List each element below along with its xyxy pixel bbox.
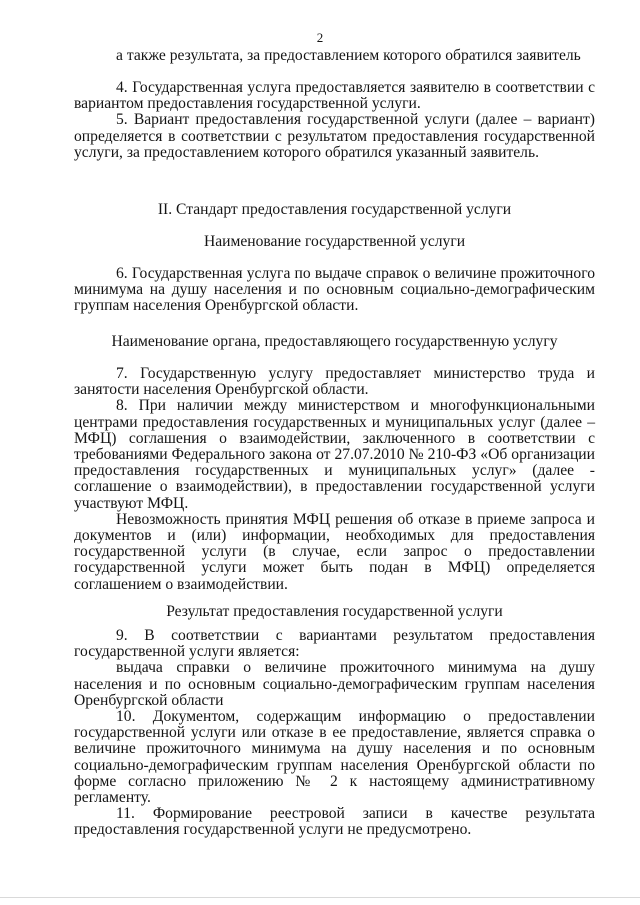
page-number: 2 [316,30,324,45]
clauses-4-5 [74,80,595,161]
paragraph-4: 4. Государственная услуга предоставляется заявителю в соответствии с вариантом предоставления государственной услуги. [74,79,595,113]
paragraph-11: 11. Формирование реестровой записи в качестве результата предоставления государственной услуги не предусмотрено. [74,805,595,839]
paragraph-9: 9. В соответствии с вариантами результатом предоставления государственной услуги является: [74,627,595,661]
paragraph-8: 8. При наличии между министерством и многофункциональными центрами предоставления государственных и муниципальных услуг (далее – МФЦ) соглашения о взаимодействии, заключенного в соответствии с требованиями Федерального закона от 27.07.2010 № 210-ФЗ «Об организации предоставления государственных и муниципальных услуг» (далее - соглашение о взаимодействии), в предоставлении государственной услуги участвуют МФЦ. [74,397,595,512]
subheading-authority: Наименование органа, предоставляющего государственную услугу [111,333,558,350]
subheading-result: Результат предоставления государственной услуги [166,603,503,620]
paragraph-continuation: а также результата, за предоставлением которого обратился заявитель [116,47,581,64]
paragraph-8-continuation: Невозможность принятия МФЦ решения об отказе в приеме запроса и документов и (или) информации, необходимых для предоставления государственной услуги (в случае, если запрос о предоставлении государственной услуги может быть подан в МФЦ) определяется соглашением о взаимодействии. [74,510,595,593]
paragraph-10: 10. Документом, содержащим информацию о предоставлении государственной услуги или отказе в ее предоставление, является справка о величине прожиточного минимума на душу населения и по основным социально-демографическим группам населения Оренбургской области по форме согласно приложению № 2 к настоящему административному регламенту. [74,708,595,807]
paragraph-7: 7. Государственную услугу предоставляет министерство труда и занятости населения Оренбургской области. [74,365,595,399]
paragraph-9-item: выдача справки о величине прожиточного минимума на душу населения и по основным социально-демографическим группам населения Оренбургской области [74,659,595,709]
clauses-7-8-block [74,366,595,593]
paragraph-5: 5. Вариант предоставления государственной услуги (далее – вариант) определяется в соответствии с результатом предоставления государственной услуги, за предоставлением которого обратился указанный заявитель. [74,111,595,161]
clause-6-block [74,266,595,315]
page-bottom-edge [0,897,640,898]
intro-block [74,48,595,64]
section-heading: II. Стандарт предоставления государственной услуги [157,201,512,218]
subheading-service-name: Наименование государственной услуги [203,233,466,250]
paragraph-6: 6. Государственная услуга по выдаче справок о величине прожиточного минимума на душу населения и по основным социально-демографическим группам населения Оренбургской области. [74,265,595,315]
clauses-9-11-block [74,628,595,839]
